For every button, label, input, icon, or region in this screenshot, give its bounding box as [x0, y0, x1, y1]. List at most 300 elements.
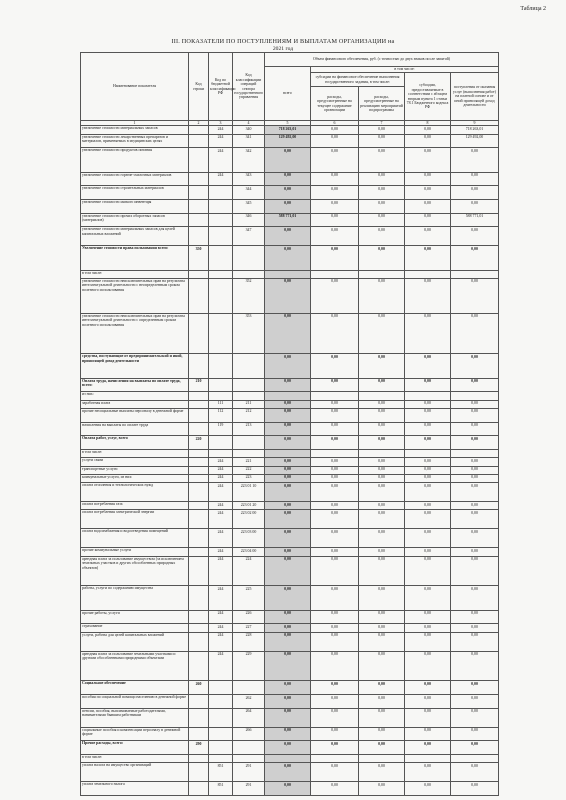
- row-expenses-targets: 0,00: [359, 466, 405, 474]
- row-name: увеличение стоимости лекарственных препаратов и материалов, применяемых в медицинских целях: [81, 134, 189, 148]
- table-row: [81, 200, 499, 214]
- row-total: 0,00: [265, 466, 311, 474]
- header-expenses-targets: расходы, предусмотренные на реализацию мероприятий подпрограммы: [359, 87, 405, 121]
- row-expenses-upkeep: 0,00: [311, 246, 359, 270]
- row-budget-code: [209, 436, 233, 450]
- header-line-code: Код строки: [189, 53, 209, 121]
- row-subsidy-other: [405, 449, 451, 457]
- row-expenses-upkeep: 0,00: [311, 586, 359, 610]
- column-number: 4: [233, 121, 265, 126]
- row-budget-code: 244: [209, 651, 233, 681]
- row-kosgu: 223 04 00: [233, 548, 265, 556]
- row-line-code: [189, 556, 209, 586]
- table-row: [81, 483, 499, 502]
- row-kosgu: 228: [233, 632, 265, 651]
- row-name: начисления на выплаты по оплате труда: [81, 422, 189, 436]
- row-total: 0,00: [265, 200, 311, 214]
- row-line-code: [189, 148, 209, 172]
- row-kosgu: 227: [233, 624, 265, 632]
- row-budget-code: [209, 727, 233, 741]
- row-expenses-targets: 0,00: [359, 408, 405, 422]
- row-expenses-targets: 0,00: [359, 126, 405, 134]
- row-budget-code: [209, 378, 233, 392]
- row-paid-services: 0,00: [451, 727, 499, 741]
- row-name: в том числе:: [81, 270, 189, 278]
- table-row: [81, 695, 499, 709]
- row-expenses-upkeep: 0,00: [311, 708, 359, 727]
- column-number: 5: [265, 121, 311, 126]
- row-subsidy-other: 0,00: [405, 436, 451, 450]
- row-line-code: [189, 727, 209, 741]
- row-paid-services: 588 771,01: [451, 213, 499, 227]
- row-expenses-targets: 0,00: [359, 624, 405, 632]
- row-budget-code: [209, 449, 233, 457]
- row-kosgu: [233, 378, 265, 392]
- row-subsidy-other: 0,00: [405, 556, 451, 586]
- row-total: 0,00: [265, 313, 311, 353]
- column-number: 1: [81, 121, 189, 126]
- table-row: [81, 681, 499, 695]
- indicators-table: [80, 52, 499, 796]
- table-row: [81, 392, 499, 400]
- row-expenses-upkeep: [311, 449, 359, 457]
- row-total: [265, 392, 311, 400]
- row-total: 0,00: [265, 727, 311, 741]
- row-name: увеличение стоимости продуктов питания: [81, 148, 189, 172]
- row-line-code: [189, 278, 209, 313]
- row-name: увеличение стоимости горюче-смазочных материалов: [81, 172, 189, 186]
- table-row: [81, 782, 499, 796]
- row-kosgu: 229: [233, 651, 265, 681]
- row-total: 0,00: [265, 502, 311, 510]
- row-kosgu: 223 01 20: [233, 502, 265, 510]
- column-number: 8: [405, 121, 451, 126]
- row-name: увеличение стоимости неисключительных прав на результаты интеллектуальной деятельности с определенным сроком полезного использования: [81, 313, 189, 353]
- row-expenses-upkeep: 0,00: [311, 466, 359, 474]
- row-subsidy-other: 0,00: [405, 681, 451, 695]
- header-funding: Объем финансового обеспечения, руб. (с точностью до двух знаков после запятой): [265, 53, 499, 67]
- row-subsidy-other: 0,00: [405, 278, 451, 313]
- row-subsidy-other: [405, 270, 451, 278]
- table-row: [81, 741, 499, 755]
- table-row: [81, 624, 499, 632]
- row-budget-code: 244: [209, 586, 233, 610]
- row-paid-services: 0,00: [451, 632, 499, 651]
- header-paid-services: поступления от оказания услуг (выполнения работ) на платной основе и от иной приносящей доход деятельности: [451, 73, 499, 121]
- row-budget-code: 851: [209, 763, 233, 782]
- row-budget-code: 244: [209, 624, 233, 632]
- row-kosgu: 346: [233, 213, 265, 227]
- row-budget-code: [209, 741, 233, 755]
- row-kosgu: 226: [233, 610, 265, 624]
- row-expenses-upkeep: 0,00: [311, 632, 359, 651]
- row-total: 0,00: [265, 400, 311, 408]
- row-name: увеличение стоимости мягкого инвентаря: [81, 200, 189, 214]
- row-kosgu: [233, 354, 265, 378]
- row-expenses-upkeep: 0,00: [311, 474, 359, 482]
- row-subsidy-other: 0,00: [405, 134, 451, 148]
- row-line-code: [189, 529, 209, 548]
- row-expenses-targets: 0,00: [359, 502, 405, 510]
- row-expenses-targets: [359, 754, 405, 762]
- row-subsidy-other: 0,00: [405, 610, 451, 624]
- row-expenses-targets: 0,00: [359, 436, 405, 450]
- row-name: оплата потребления электрической энергии: [81, 510, 189, 529]
- row-name: оплата водоснабжения и водоотведения помещений: [81, 529, 189, 548]
- row-expenses-upkeep: 0,00: [311, 200, 359, 214]
- row-name: прочие коммунальные услуги: [81, 548, 189, 556]
- row-paid-services: 0,00: [451, 278, 499, 313]
- row-total: 0,00: [265, 529, 311, 548]
- row-budget-code: [209, 354, 233, 378]
- column-number: 3: [209, 121, 233, 126]
- header-subsidy-other: субсидии, предоставляемые в соответствии с абзацем вторым пункта 1 статьи 78.1 Бюджетного кодекса РФ: [405, 73, 451, 121]
- row-kosgu: 341: [233, 134, 265, 148]
- row-subsidy-other: 0,00: [405, 408, 451, 422]
- row-name: услуги связи: [81, 458, 189, 466]
- table-row: [81, 186, 499, 200]
- row-line-code: [189, 227, 209, 246]
- row-line-code: [189, 270, 209, 278]
- row-expenses-upkeep: 0,00: [311, 422, 359, 436]
- row-name: увеличение стоимости материальных запасов: [81, 126, 189, 134]
- row-total: 0,00: [265, 408, 311, 422]
- row-total: 0,00: [265, 422, 311, 436]
- row-budget-code: [209, 278, 233, 313]
- row-kosgu: [233, 449, 265, 457]
- row-subsidy-other: 0,00: [405, 782, 451, 796]
- row-expenses-targets: 0,00: [359, 782, 405, 796]
- row-budget-code: 119: [209, 422, 233, 436]
- table-label: Таблица 2: [520, 6, 546, 12]
- row-budget-code: 851: [209, 782, 233, 796]
- row-budget-code: [209, 708, 233, 727]
- row-line-code: [189, 632, 209, 651]
- table-row: [81, 134, 499, 148]
- row-line-code: [189, 213, 209, 227]
- row-expenses-targets: 0,00: [359, 278, 405, 313]
- row-name: увеличение стоимости неисключительных прав на результаты интеллектуальной деятельности с неопределенным сроком полезного использования: [81, 278, 189, 313]
- row-expenses-upkeep: 0,00: [311, 408, 359, 422]
- row-subsidy-other: 0,00: [405, 227, 451, 246]
- row-expenses-targets: 0,00: [359, 651, 405, 681]
- row-kosgu: [233, 246, 265, 270]
- row-expenses-targets: 0,00: [359, 586, 405, 610]
- row-paid-services: 0,00: [451, 548, 499, 556]
- row-subsidy-other: 0,00: [405, 708, 451, 727]
- table-row: [81, 651, 499, 681]
- row-paid-services: 0,00: [451, 186, 499, 200]
- header-name: Наименование показателя: [81, 53, 189, 121]
- row-kosgu: 213: [233, 422, 265, 436]
- row-total: 0,00: [265, 782, 311, 796]
- header-expenses-upkeep: расходы, предусмотренные на текущее содержание организации: [311, 87, 359, 121]
- row-total: 0,00: [265, 763, 311, 782]
- row-name: коммунальные услуги, из них:: [81, 474, 189, 482]
- row-line-code: [189, 474, 209, 482]
- row-budget-code: 244: [209, 610, 233, 624]
- row-total: 0,00: [265, 624, 311, 632]
- row-expenses-upkeep: 0,00: [311, 782, 359, 796]
- row-expenses-upkeep: 0,00: [311, 148, 359, 172]
- row-name: увеличение стоимости материальных запасов для целей капитальных вложений: [81, 227, 189, 246]
- row-kosgu: 291: [233, 782, 265, 796]
- row-line-code: [189, 695, 209, 709]
- row-paid-services: 0,00: [451, 313, 499, 353]
- row-line-code: [189, 548, 209, 556]
- table-row: [81, 548, 499, 556]
- row-line-code: [189, 708, 209, 727]
- row-expenses-upkeep: [311, 270, 359, 278]
- row-paid-services: 0,00: [451, 741, 499, 755]
- row-paid-services: 0,00: [451, 610, 499, 624]
- row-total: 0,00: [265, 548, 311, 556]
- row-expenses-targets: 0,00: [359, 510, 405, 529]
- row-budget-code: [209, 213, 233, 227]
- row-paid-services: 0,00: [451, 378, 499, 392]
- table-row: [81, 278, 499, 313]
- row-expenses-targets: 0,00: [359, 186, 405, 200]
- table-row: [81, 510, 499, 529]
- row-total: 0,00: [265, 278, 311, 313]
- row-subsidy-other: 0,00: [405, 186, 451, 200]
- row-name: пенсии, пособия, выплачиваемые работодателями, нанимателями бывшим работникам: [81, 708, 189, 727]
- row-expenses-targets: 0,00: [359, 681, 405, 695]
- row-kosgu: 223 03 00: [233, 529, 265, 548]
- row-total: 0,00: [265, 708, 311, 727]
- table-row: [81, 400, 499, 408]
- row-paid-services: [451, 754, 499, 762]
- row-line-code: [189, 126, 209, 134]
- row-budget-code: 244: [209, 134, 233, 148]
- row-subsidy-other: [405, 754, 451, 762]
- header-subsidy: субсидии на финансовое обеспечение выполнения государственного задания, в том числе:: [311, 73, 405, 87]
- row-budget-code: 244: [209, 148, 233, 172]
- row-total: 0,00: [265, 458, 311, 466]
- row-kosgu: 221: [233, 458, 265, 466]
- row-kosgu: 211: [233, 400, 265, 408]
- table-row: [81, 610, 499, 624]
- row-kosgu: 340: [233, 126, 265, 134]
- row-subsidy-other: 0,00: [405, 474, 451, 482]
- header-total: всего: [265, 67, 311, 121]
- row-paid-services: 0,00: [451, 400, 499, 408]
- row-expenses-targets: 0,00: [359, 378, 405, 392]
- row-name: услуги, работы для целей капитальных вложений: [81, 632, 189, 651]
- table-row: [81, 632, 499, 651]
- row-paid-services: 0,00: [451, 510, 499, 529]
- row-budget-code: [209, 681, 233, 695]
- row-line-code: [189, 134, 209, 148]
- row-name: арендная плата за пользование имуществом (за исключением земельных участков и других обособленных природных объектов): [81, 556, 189, 586]
- row-subsidy-other: 0,00: [405, 422, 451, 436]
- row-line-code: [189, 200, 209, 214]
- table-row: [81, 213, 499, 227]
- row-line-code: [189, 408, 209, 422]
- row-paid-services: 0,00: [451, 436, 499, 450]
- row-name: Оплата работ, услуг, всего: [81, 436, 189, 450]
- row-name: прочие работы, услуги: [81, 610, 189, 624]
- row-expenses-upkeep: 0,00: [311, 126, 359, 134]
- row-expenses-targets: 0,00: [359, 400, 405, 408]
- row-name: прочие несоциальные выплаты персоналу в денежной форме: [81, 408, 189, 422]
- document-title: III. ПОКАЗАТЕЛИ ПО ПОСТУПЛЕНИЯМ И ВЫПЛАТАМ ОРГАНИЗАЦИИ на: [171, 38, 395, 45]
- row-name: Увеличение стоимости права пользования всего:: [81, 246, 189, 270]
- row-kosgu: [233, 392, 265, 400]
- row-expenses-targets: 0,00: [359, 474, 405, 482]
- row-name: пособия по социальной помощи населению в денежной форме: [81, 695, 189, 709]
- row-expenses-upkeep: 0,00: [311, 213, 359, 227]
- row-paid-services: 0,00: [451, 708, 499, 727]
- row-paid-services: [451, 270, 499, 278]
- row-expenses-upkeep: 0,00: [311, 483, 359, 502]
- document-year: 2021 год: [272, 46, 294, 52]
- row-line-code: [189, 754, 209, 762]
- row-total: 0,00: [265, 483, 311, 502]
- row-kosgu: 291: [233, 763, 265, 782]
- table-row: [81, 529, 499, 548]
- row-paid-services: [451, 392, 499, 400]
- table-row: [81, 474, 499, 482]
- row-name: арендная плата за пользование земельными участками и другими обособленными природными объектами: [81, 651, 189, 681]
- row-budget-code: [209, 695, 233, 709]
- row-expenses-upkeep: 0,00: [311, 313, 359, 353]
- column-number: 7: [359, 121, 405, 126]
- row-total: 0,00: [265, 632, 311, 651]
- row-expenses-targets: 0,00: [359, 741, 405, 755]
- row-expenses-upkeep: [311, 754, 359, 762]
- row-budget-code: 244: [209, 458, 233, 466]
- row-subsidy-other: 0,00: [405, 172, 451, 186]
- row-name: в том числе:: [81, 754, 189, 762]
- column-number: 6: [311, 121, 359, 126]
- row-paid-services: 0,00: [451, 651, 499, 681]
- row-line-code: [189, 763, 209, 782]
- row-kosgu: [233, 436, 265, 450]
- row-budget-code: 244: [209, 172, 233, 186]
- row-total: [265, 449, 311, 457]
- row-subsidy-other: 0,00: [405, 529, 451, 548]
- row-line-code: 290: [189, 741, 209, 755]
- row-kosgu: [233, 270, 265, 278]
- row-expenses-targets: 0,00: [359, 227, 405, 246]
- row-total: 0,00: [265, 556, 311, 586]
- row-line-code: [189, 392, 209, 400]
- row-paid-services: 0,00: [451, 763, 499, 782]
- row-expenses-targets: 0,00: [359, 556, 405, 586]
- row-budget-code: 244: [209, 529, 233, 548]
- row-line-code: [189, 466, 209, 474]
- row-paid-services: 0,00: [451, 246, 499, 270]
- row-subsidy-other: 0,00: [405, 502, 451, 510]
- row-budget-code: [209, 186, 233, 200]
- row-line-code: [189, 651, 209, 681]
- row-subsidy-other: 0,00: [405, 651, 451, 681]
- row-name: из них:: [81, 392, 189, 400]
- row-total: 0,00: [265, 586, 311, 610]
- row-line-code: 220: [189, 436, 209, 450]
- table-row: [81, 436, 499, 450]
- row-subsidy-other: 0,00: [405, 148, 451, 172]
- row-paid-services: 0,00: [451, 200, 499, 214]
- row-expenses-upkeep: [311, 392, 359, 400]
- row-expenses-targets: 0,00: [359, 763, 405, 782]
- table-row: [81, 466, 499, 474]
- row-kosgu: 224: [233, 556, 265, 586]
- table-row: [81, 270, 499, 278]
- row-line-code: [189, 313, 209, 353]
- row-kosgu: 266: [233, 727, 265, 741]
- row-expenses-targets: 0,00: [359, 313, 405, 353]
- row-subsidy-other: 0,00: [405, 126, 451, 134]
- row-subsidy-other: 0,00: [405, 378, 451, 392]
- row-budget-code: 244: [209, 466, 233, 474]
- row-paid-services: 0,00: [451, 172, 499, 186]
- row-subsidy-other: 0,00: [405, 200, 451, 214]
- row-name: социальные пособия и компенсации персоналу в денежной форме: [81, 727, 189, 741]
- row-kosgu: [233, 754, 265, 762]
- row-paid-services: 0,00: [451, 148, 499, 172]
- table-row: [81, 449, 499, 457]
- row-expenses-targets: 0,00: [359, 708, 405, 727]
- row-subsidy-other: 0,00: [405, 466, 451, 474]
- row-expenses-targets: 0,00: [359, 529, 405, 548]
- table-row: [81, 502, 499, 510]
- row-expenses-upkeep: 0,00: [311, 354, 359, 378]
- row-subsidy-other: 0,00: [405, 313, 451, 353]
- table-row: [81, 727, 499, 741]
- row-budget-code: [209, 270, 233, 278]
- row-name: заработная плата: [81, 400, 189, 408]
- row-line-code: [189, 502, 209, 510]
- table-row: [81, 148, 499, 172]
- row-budget-code: 244: [209, 126, 233, 134]
- row-expenses-upkeep: 0,00: [311, 695, 359, 709]
- row-expenses-targets: 0,00: [359, 148, 405, 172]
- row-line-code: [189, 449, 209, 457]
- row-total: 588 771,01: [265, 213, 311, 227]
- table-row: [81, 172, 499, 186]
- row-budget-code: [209, 200, 233, 214]
- row-expenses-targets: 0,00: [359, 422, 405, 436]
- row-expenses-targets: 0,00: [359, 172, 405, 186]
- row-name: оплата потребления газа: [81, 502, 189, 510]
- row-budget-code: [209, 246, 233, 270]
- row-total: 0,00: [265, 510, 311, 529]
- row-total: 0,00: [265, 610, 311, 624]
- table-body: [81, 126, 499, 796]
- row-name: средства, поступающие от предпринимательской и иной, приносящей доход деятельности: [81, 354, 189, 378]
- table-row: [81, 246, 499, 270]
- row-paid-services: 718 263,01: [451, 126, 499, 134]
- row-line-code: [189, 586, 209, 610]
- column-number: 9: [451, 121, 499, 126]
- row-kosgu: 352: [233, 278, 265, 313]
- table-row: [81, 754, 499, 762]
- row-paid-services: 0,00: [451, 227, 499, 246]
- row-expenses-upkeep: 0,00: [311, 681, 359, 695]
- row-line-code: [189, 624, 209, 632]
- table-row: [81, 586, 499, 610]
- row-line-code: [189, 483, 209, 502]
- row-total: 0,00: [265, 681, 311, 695]
- row-name: Социальное обеспечение: [81, 681, 189, 695]
- row-name: уплата налога на имущество организаций: [81, 763, 189, 782]
- row-expenses-upkeep: 0,00: [311, 436, 359, 450]
- row-subsidy-other: 0,00: [405, 213, 451, 227]
- row-kosgu: 212: [233, 408, 265, 422]
- row-total: 0,00: [265, 474, 311, 482]
